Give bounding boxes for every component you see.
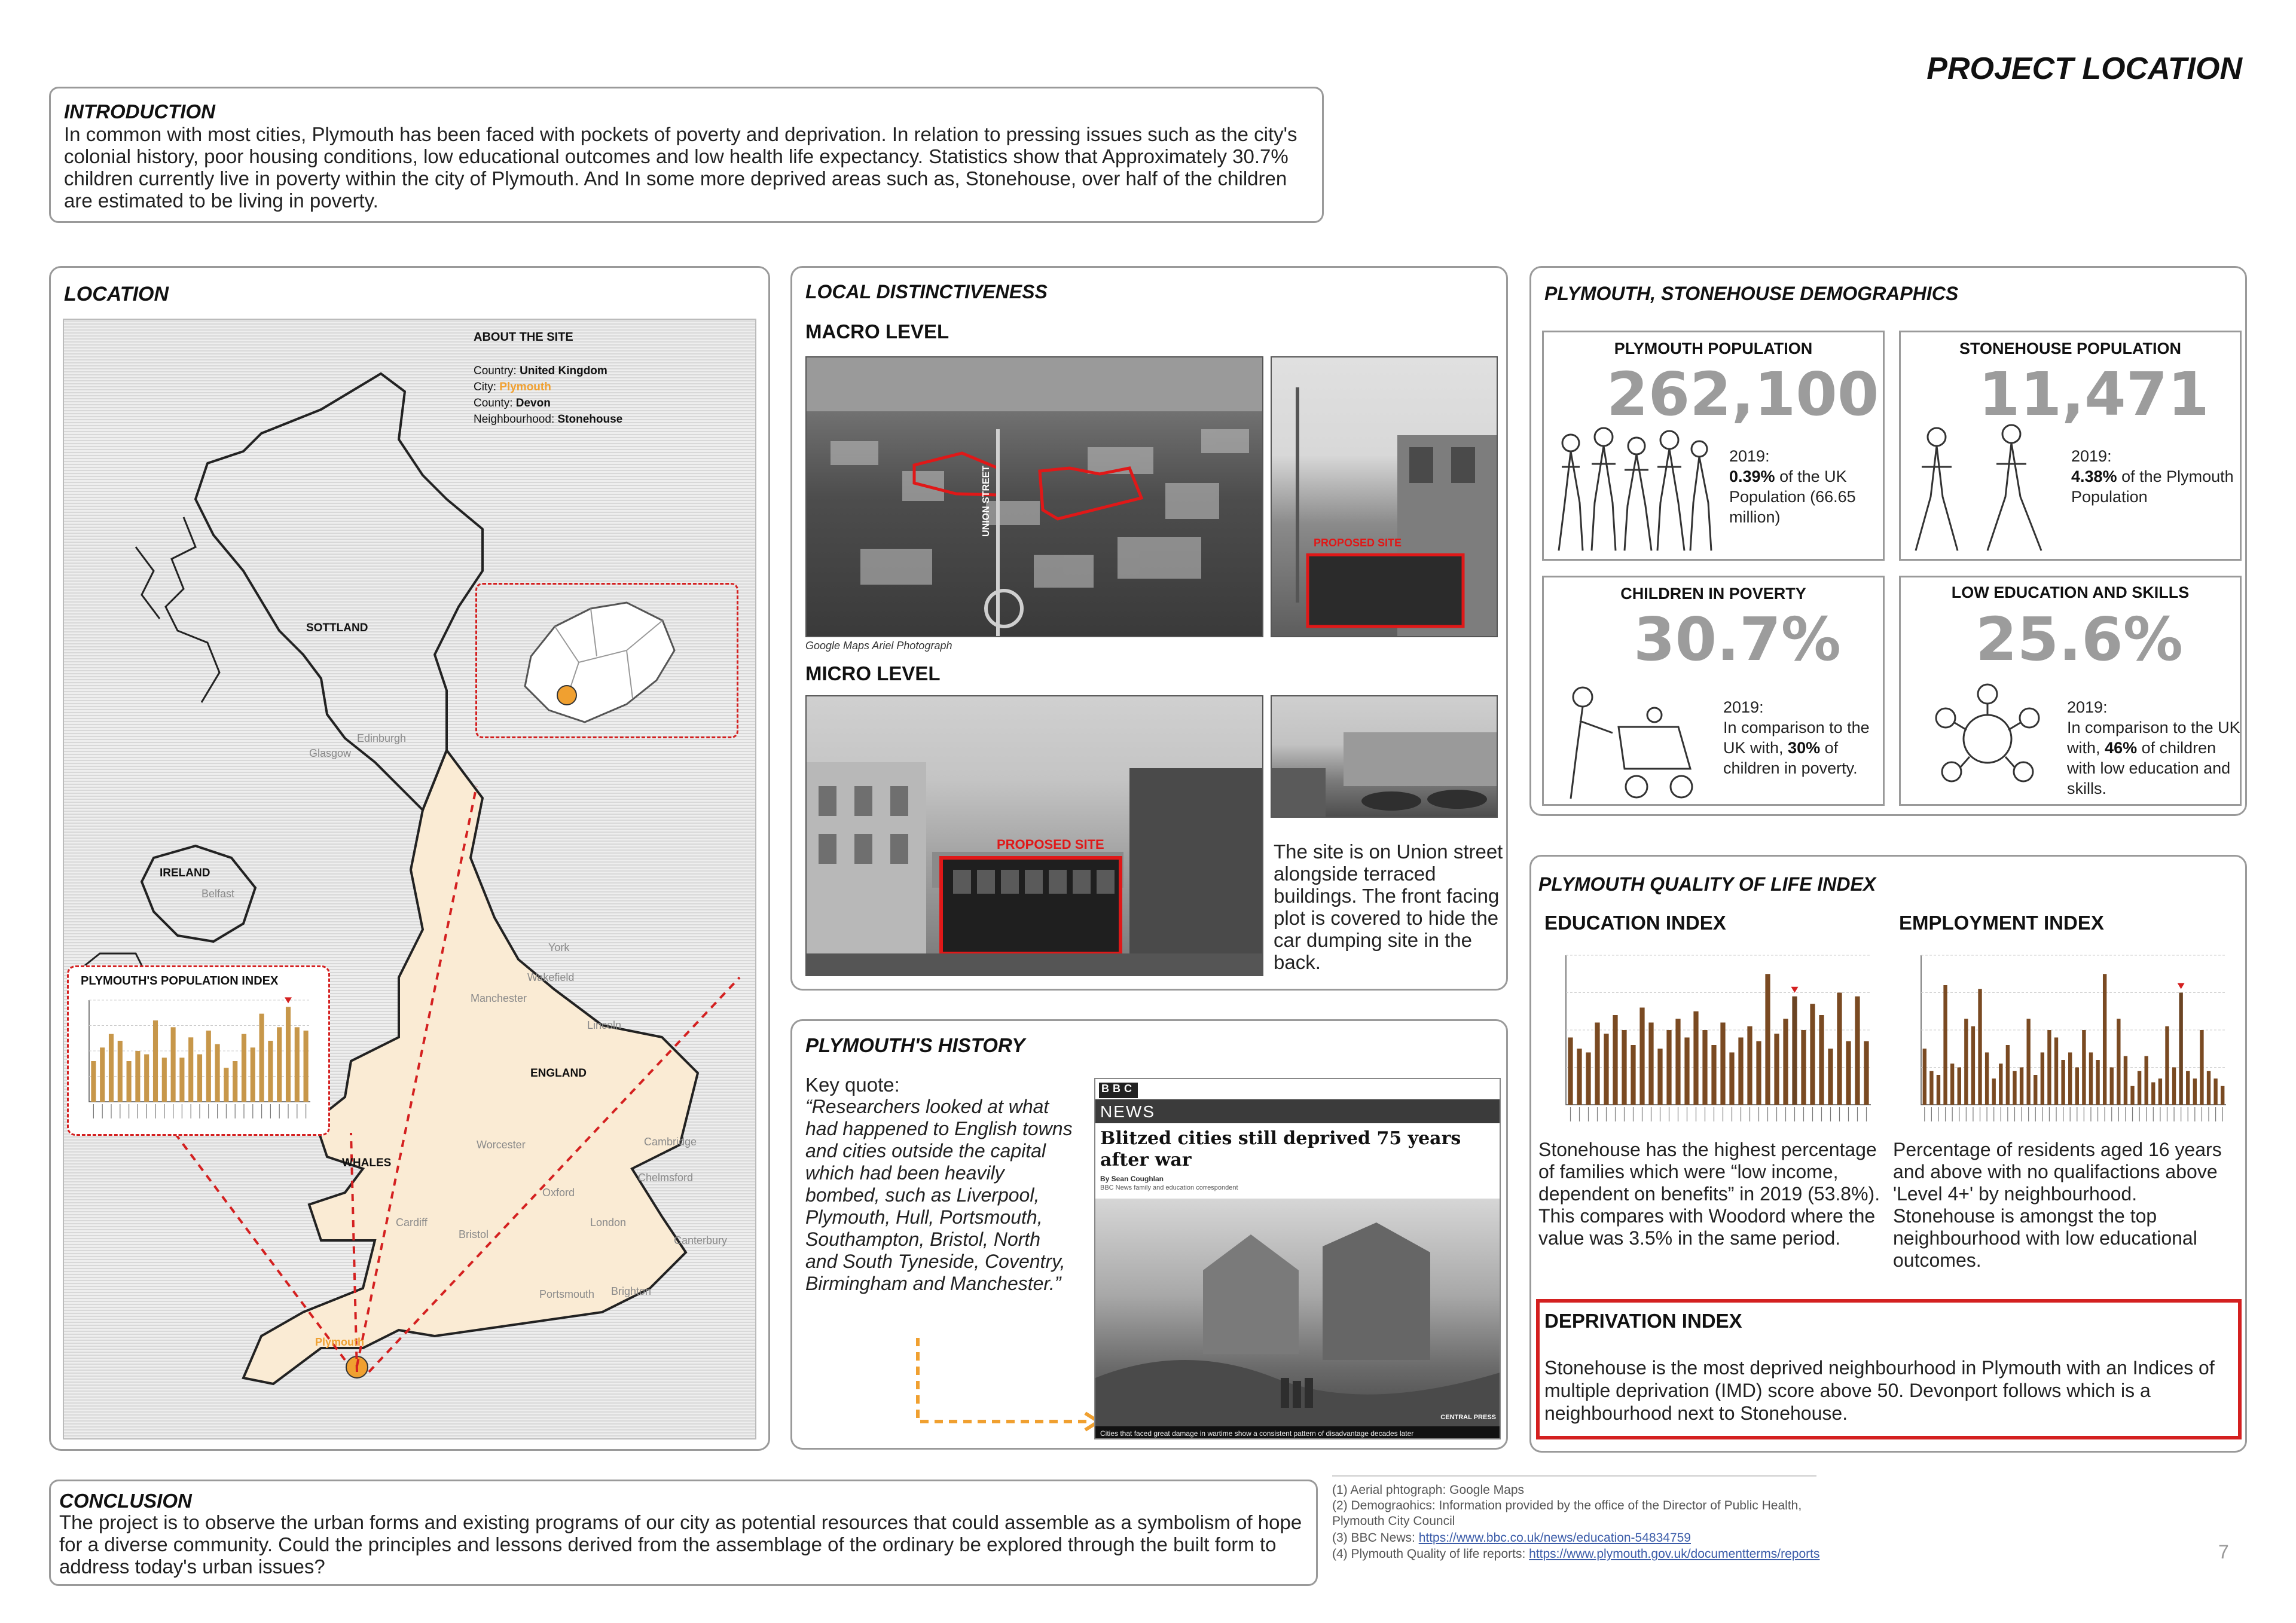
about-county [474,397,551,410]
employment-index-bar [1958,1068,1961,1105]
walkers-illustration [1904,419,2065,557]
education-index-bar [1801,1030,1806,1105]
quote-arrow [912,1338,1103,1434]
population-index-bar [188,1037,193,1102]
education-index-bar [1693,1011,1698,1105]
plymouth-population-rest: of the UK Population (66.65 million) [1729,467,1856,526]
city-chelmsford: Chelmsford [638,1172,694,1184]
introduction-panel [49,87,1324,223]
education-index-bar [1648,1023,1653,1105]
introduction-text: In common with most cities, Plymouth has been faced with pockets of poverty and deprivation. In relation to pressing issues such as the city's colonial history, poor housing conditions, low educational outcomes and low health life expectancy. Statistics show that Approximately 30.7% children currently live in poverty within the city of Plymouth. And In some more deprived areas such as, Stonehouse, over half of the children are estimated to be living in poverty. [64,123,1297,212]
micro-proposed-site: PROPOSED SITE [997,837,1104,852]
conclusion-text: The project is to observe the urban forms and existing programs of our city as potential resources that could assemble as a symbolism of hope for a diverse community. Could the principles and lessons derived from the assemblage of the ordinary be explored through the built form to address today's urban issues? [59,1511,1302,1578]
education-index-bar [1595,1023,1599,1105]
education-index-bar [1604,1034,1608,1105]
employment-index-highlight-marker [2178,983,2185,989]
footnote-3-link[interactable]: https://www.bbc.co.uk/news/education-54834759 [1418,1531,1691,1545]
crowd-illustration [1547,419,1720,557]
education-index-bar [1631,1045,1635,1105]
scotland-outline [196,374,483,810]
low-education-rest: of children with low education and skills. [2067,739,2231,797]
article-byline: By Sean Coughlan [1100,1175,1164,1183]
low-education-year: 2019: [2067,698,2108,716]
devon-inset [475,583,738,738]
employment-index-bar [2130,1086,2134,1105]
micro-street-overlay [807,696,1263,976]
micro-level-title: MICRO LEVEL [805,662,941,684]
population-index-bar [197,1055,202,1102]
employment-index-bar [2221,1086,2224,1105]
population-index-bar [171,1027,176,1102]
employment-index-bar [1937,1075,1940,1105]
low-education-pre: In comparison to the UK with, [2067,719,2240,757]
low-education-text [2067,697,2240,799]
country-value: United Kingdom [520,365,607,377]
children-poverty-rest: of children in poverty. [1723,739,1858,777]
employment-index-bar [2096,1060,2099,1105]
region-england: ENGLAND [530,1067,587,1080]
quality-of-life-panel [1529,855,2247,1453]
page-title: PROJECT LOCATION [1926,51,2242,86]
bbc-news-label: NEWS [1100,1102,1155,1121]
population-index-bar [179,1057,184,1102]
street-view-overlay [1272,357,1498,637]
deprivation-index-title: DEPRIVATION INDEX [1544,1310,1742,1332]
employment-index-bar [2117,1019,2120,1105]
employment-index-bar [1943,985,1947,1105]
page-number: 7 [2218,1541,2229,1563]
about-neighbourhood [474,413,622,426]
employment-index-bar [2034,1075,2037,1105]
union-street-label: UNION STREET [981,465,991,537]
education-index-bar [1613,1015,1617,1105]
population-index-bar [109,1034,114,1102]
conclusion-panel [49,1480,1318,1586]
children-poverty-title: CHILDREN IN POVERTY [1620,585,1806,603]
employment-index-bar [2110,1068,2114,1105]
stonehouse-population-title: STONEHOUSE POPULATION [1959,340,2182,357]
employment-index-bar [1929,1071,1933,1105]
deprivation-index-text: Stonehouse is the most deprived neighbourhood in Plymouth with an Indices of multiple deprivation (IMD) score above 50. Devonport follows which is a neighbourhood next to Stonehouse. [1544,1357,2215,1424]
plymouth-population-text [1729,446,1879,527]
city-portsmouth: Portsmouth [539,1288,595,1300]
population-index-bar [286,1007,291,1102]
about-country [474,365,607,378]
education-index-text: Stonehouse has the highest percentage of families which were “low income, dependent on benefits” in 2019 (53.8%). This compares with Woodord where the value was 3.5% in the same period. [1538,1139,1880,1249]
county-label: County: [474,397,513,409]
distinctiveness-heading: LOCAL DISTINCTIVENESS [805,281,1048,302]
employment-index-bar [2047,1030,2051,1105]
photo-caption: Cities that faced great damage in wartime show a consistent pattern of disadvantage decades later [1095,1426,1501,1439]
education-index-bar [1666,1030,1671,1105]
city-manchester: Manchester [471,992,527,1004]
city-label: City: [474,381,496,393]
city-lincoln: Lincoln [587,1019,622,1031]
employment-index-text: Percentage of residents aged 16 years and above with no qualifactions above 'Level 4+' by neighbourhood. Stonehouse is amongst the top neighbourhood with low educational outcomes. [1893,1139,2222,1271]
footnote-2: (2) Demograohics: Information provided by the office of the Director of Public Health, Plymouth City Council [1332,1499,1802,1528]
plymouth-population-highlight: 0.39% [1729,467,1775,485]
employment-index-bar [2158,1078,2162,1105]
bbc-news-bar [1095,1099,1501,1123]
children-poverty-card [1542,576,1885,806]
conclusion-heading: CONCLUSION [59,1490,192,1512]
education-index-chart [1542,943,1883,1144]
history-heading: PLYMOUTH'S HISTORY [805,1034,1025,1056]
history-panel [790,1019,1508,1450]
employment-index-bar [2082,1030,2086,1105]
education-index-bar [1819,1015,1824,1105]
city-cardiff: Cardiff [396,1217,428,1228]
low-education-value: 25.6% [1976,604,2183,674]
city-belfast: Belfast [201,888,235,900]
education-index-bar [1622,1030,1626,1105]
county-value: Devon [515,397,551,409]
education-index-bar [1828,1049,1833,1105]
population-index-bar [135,1051,140,1102]
education-index-bar [1711,1045,1716,1105]
employment-index-bar [2200,1030,2203,1105]
car-dump-overlay [1272,696,1498,818]
population-index-bar [100,1047,105,1102]
population-index-bar [162,1057,167,1102]
population-index-bar [295,1027,300,1102]
city-glasgow: Glasgow [309,747,352,759]
aerial-photo [805,356,1263,637]
education-index-bar [1720,1023,1725,1105]
population-index-title: PLYMOUTH'S POPULATION INDEX [81,974,279,988]
region-wales: WHALES [342,1157,392,1169]
employment-index-bar [2026,1019,2030,1105]
population-index-chart [71,994,328,1132]
city-edinburgh: Edinburgh [357,732,407,744]
neighbourhood-label: Neighbourhood: [474,413,555,426]
education-index-bar [1702,1030,1707,1105]
education-index-bar [1756,1041,1761,1105]
stonehouse-population-year: 2019: [2071,447,2112,465]
footnote-4 [1332,1546,1819,1562]
employment-index-bar [2138,1071,2141,1105]
population-index-bar [153,1020,158,1102]
stonehouse-population-card [1899,331,2242,561]
population-index-bar [215,1044,220,1102]
employment-index-bar [2172,1068,2176,1105]
population-index-bar [268,1041,273,1102]
employment-index-bar [2207,1071,2210,1105]
photo-credit: CENTRAL PRESS [1440,1414,1496,1421]
employment-index-bar [2041,1053,2044,1105]
bbc-article [1094,1078,1501,1439]
population-index-bar [251,1047,255,1102]
stonehouse-population-text [2071,446,2239,507]
education-index-bar [1846,1041,1851,1105]
children-poverty-pre: In comparison to the UK with, [1723,719,1870,757]
education-index-bar [1657,1049,1662,1105]
parent-child-illustration [1547,679,1714,805]
demographics-heading: PLYMOUTH, STONEHOUSE DEMOGRAPHICS [1544,283,1959,304]
education-index-bar [1729,1053,1734,1105]
education-index-bar [1855,997,1860,1105]
city-plymouth: Plymouth [315,1336,365,1348]
demographics-panel [1529,266,2247,816]
city-brighton: Brighton [611,1285,652,1297]
plymouth-population-detail [1729,466,1879,527]
children-poverty-text [1723,697,1879,778]
children-poverty-highlight: 30% [1788,739,1821,757]
children-poverty-year: 2019: [1723,698,1764,716]
article-photo [1095,1199,1501,1439]
location-map [63,319,756,1439]
aerial-caption: Google Maps Ariel Photograph [805,640,952,652]
employment-index-bar [2089,1053,2093,1105]
bbc-logo-text: BBC [1099,1083,1138,1098]
key-quote-label: Key quote: [805,1074,900,1096]
employment-index-bar [2020,1068,2023,1105]
employment-index-bar [2165,1026,2169,1105]
distinctiveness-panel [790,266,1508,991]
children-circle-illustration [1910,676,2065,802]
population-index-inset [67,965,330,1136]
city-bristol: Bristol [459,1228,489,1240]
population-index-bar [91,1061,96,1102]
city-worcester: Worcester [477,1139,526,1151]
deprivation-index-box [1536,1299,2242,1439]
education-index-bar [1864,1041,1868,1105]
employment-index-bar [2075,1068,2079,1105]
article-title: Blitzed cities still deprived 75 years after war [1100,1128,1461,1170]
education-index-title: EDUCATION INDEX [1544,912,1726,934]
education-index-bar [1684,1038,1689,1105]
employment-index-bar [2013,1071,2016,1105]
footnotes-divider [1332,1475,1816,1477]
employment-index-chart [1897,943,2238,1144]
education-index-bar [1586,1053,1590,1105]
micro-street-photo [805,695,1263,976]
education-index-bar [1747,1026,1752,1105]
street-view-proposed-site: PROPOSED SITE [1314,537,1402,549]
employment-index-bar [1950,1063,1954,1105]
population-index-bar [127,1061,132,1102]
plymouth-population-title: PLYMOUTH POPULATION [1614,340,1813,357]
employment-index-bar [2054,1038,2058,1105]
city-york: York [548,942,570,953]
about-site-title: ABOUT THE SITE [474,331,573,344]
education-index-bar [1792,997,1797,1105]
city-wakefield: Wakefield [527,971,575,983]
population-index-bar [118,1041,123,1102]
population-index-bar [224,1068,228,1102]
aerial-overlay [807,357,1263,637]
employment-index-bar [1978,989,1981,1105]
low-education-title: LOW EDUCATION AND SKILLS [1951,583,2190,601]
stonehouse-population-value: 11,471 [1979,359,2209,429]
neighbourhood-value: Stonehouse [557,413,623,426]
employment-index-bar [2193,1078,2197,1105]
employment-index-bar [2179,993,2182,1105]
footnote-1: (1) Aerial phtograph: Google Maps [1332,1483,1525,1497]
population-index-bar [144,1055,149,1102]
population-index-bar [277,1027,282,1102]
footnote-4-label: (4) Plymouth Quality of life reports: [1332,1547,1526,1561]
children-poverty-value: 30.7% [1634,604,1841,674]
footnote-3 [1332,1530,1691,1546]
education-index-bar [1783,1019,1788,1105]
employment-index-bar [2145,1056,2148,1105]
location-heading: LOCATION [64,283,169,305]
bombed-street-illustration [1095,1199,1501,1439]
employment-index-bar [1964,1019,1968,1105]
population-index-bar [259,1014,264,1102]
employment-index-bar [2061,1060,2065,1105]
population-index-bar [206,1031,211,1102]
city-cambridge: Cambridge [644,1136,697,1148]
population-index-bar [304,1031,309,1102]
introduction-heading: INTRODUCTION [64,100,215,123]
employment-index-bar [2124,1056,2127,1105]
plymouth-population-card [1542,331,1885,561]
population-index-bar [242,1034,246,1102]
education-index-bar [1639,1008,1644,1105]
location-panel [49,266,770,1451]
plymouth-population-value: 262,100 [1607,359,1879,429]
plymouth-population-year: 2019: [1729,447,1770,465]
education-index-bar [1568,1038,1573,1105]
population-index-bar [233,1061,237,1102]
car-dump-photo [1271,695,1498,818]
employment-index-bar [2006,1045,2010,1105]
education-index-bar [1577,1049,1581,1105]
region-scotland: SOTTLAND [306,622,368,634]
history-quote: “Researchers looked at what had happened to English towns and cities outside the capital which had been heavily bombed, such as Liverpool, Plymouth, Hull, Portsmouth, Southampton, Bristol, North and South Tyneside, Coventry, Birmingham and Manchester.” [805,1096,1073,1294]
bbc-logo [1099,1083,1138,1098]
devon-map [477,585,740,740]
about-city [474,381,551,394]
employment-index-bar [2213,1078,2217,1105]
quality-of-life-heading: PLYMOUTH QUALITY OF LIFE INDEX [1538,873,1876,895]
site-description: The site is on Union street alongside terraced buildings. The front facing plot is covered to hide the car dumping site in the back. [1274,840,1503,973]
stonehouse-population-detail [2071,466,2239,507]
employment-index-bar [1992,1078,1996,1105]
education-index-bar [1810,1004,1815,1105]
city-canterbury: Canterbury [674,1234,728,1246]
macro-level-title: MACRO LEVEL [805,320,949,343]
low-education-highlight: 46% [2105,739,2138,757]
footnote-4-link[interactable]: https://www.plymouth.gov.uk/documentterms/reports [1529,1547,1820,1561]
education-index-highlight-marker [1791,987,1799,993]
low-education-card [1899,576,2242,806]
employment-index-bar [2103,974,2106,1105]
stonehouse-population-rest: of the Plymouth Population [2071,467,2234,506]
country-label: Country: [474,365,517,377]
employment-index-bar [1923,1049,1926,1105]
low-education-detail [2067,717,2240,799]
employment-index-bar [1985,1053,1989,1105]
region-ireland: IRELAND [160,867,210,879]
employment-index-bar [2068,1053,2072,1105]
employment-index-bar [2186,1071,2190,1105]
city-value: Plymouth [499,381,551,393]
education-index-bar [1774,1034,1779,1105]
education-index-bar [1675,1019,1680,1105]
city-oxford: Oxford [542,1187,575,1199]
street-view-photo [1271,356,1498,637]
employment-index-bar [1971,1026,1975,1105]
children-poverty-detail [1723,717,1879,778]
stonehouse-population-highlight: 4.38% [2071,467,2117,485]
education-index-bar [1765,974,1770,1105]
northern-ireland-outline [142,846,255,942]
employment-index-title: EMPLOYMENT INDEX [1899,912,2104,934]
education-index-bar [1837,993,1842,1105]
city-london: London [590,1217,627,1228]
employment-index-bar [2151,1083,2155,1105]
education-index-bar [1738,1038,1743,1105]
employment-index-bar [1999,1063,2002,1105]
article-byline-role: BBC News family and education correspondent [1100,1184,1238,1191]
footnote-3-label: (3) BBC News: [1332,1531,1415,1545]
